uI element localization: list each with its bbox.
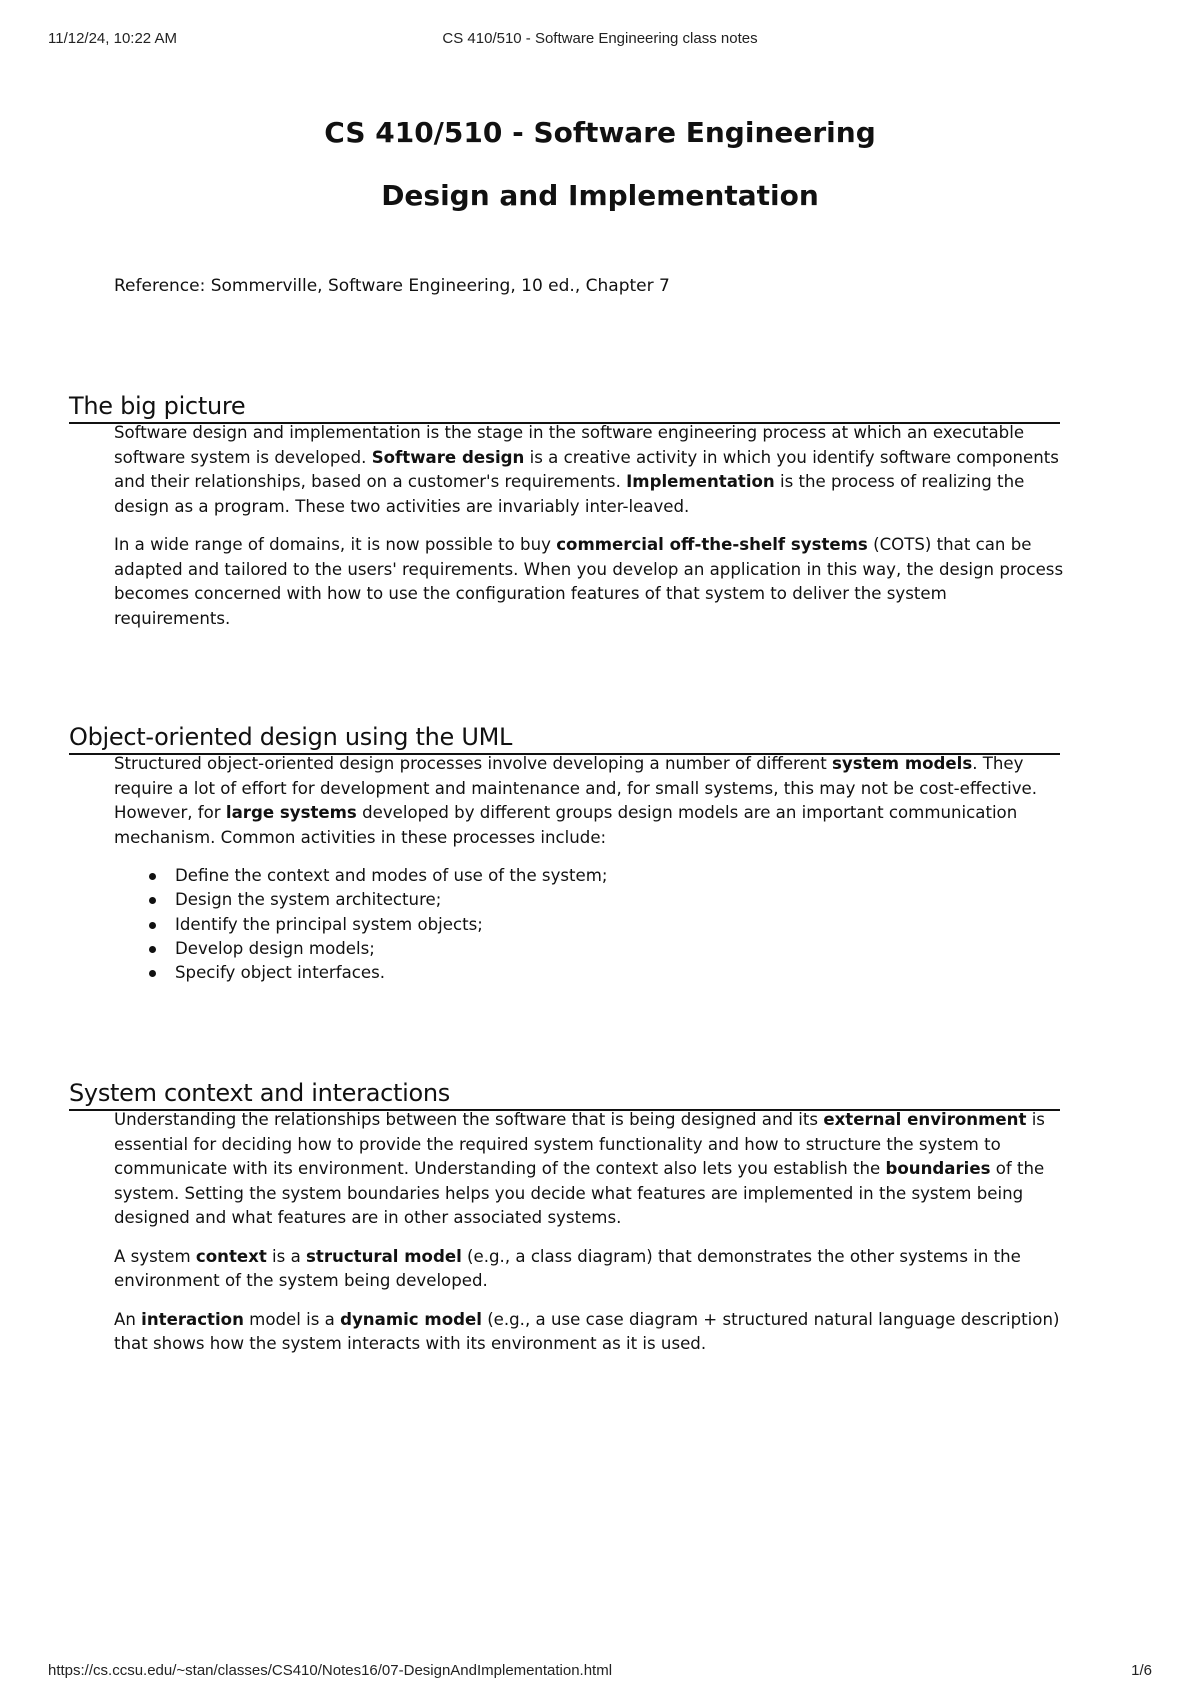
- text-run: . They require a lot of effort for development and maintenance and, for small systems, this may not be cost-effective. However, for: [114, 754, 1038, 822]
- print-url: https://cs.ccsu.edu/~stan/classes/CS410/Notes16/07-DesignAndImplementation.html: [48, 1662, 613, 1679]
- term-structural-model: structural model: [306, 1246, 462, 1266]
- text-run: is a: [266, 1246, 307, 1266]
- print-page-number: 1/6: [1131, 1662, 1152, 1679]
- bullet-icon: [149, 897, 156, 904]
- list-item-text: Design the system architecture;: [175, 890, 442, 910]
- text-run: developed by different groups design models are an important communication mechanism. Common activities in these processes include:: [114, 803, 1018, 847]
- list-item: [175, 864, 1064, 888]
- text-run: is essential for deciding how to provide the required system functionality and how to structure the system to communicate with its environment. Understanding of the context also lets you establish the: [114, 1110, 1045, 1178]
- bullet-icon: [149, 873, 156, 880]
- section-heading-big-picture: The big picture: [69, 392, 1060, 424]
- list-item-text: Identify the principal system objects;: [175, 914, 483, 934]
- bullet-icon: [149, 922, 156, 929]
- bullet-icon: [149, 970, 156, 977]
- paragraph: [114, 1108, 1064, 1231]
- term-interaction: interaction: [141, 1309, 244, 1329]
- text-run: model is a: [243, 1309, 341, 1329]
- print-header: [48, 30, 1152, 50]
- list-item-text: Define the context and modes of use of the system;: [175, 866, 608, 885]
- text-run: (e.g., a use case diagram + structured natural language description) that shows how the system interacts with its environment as it is used.: [114, 1309, 1060, 1353]
- paragraph: [114, 421, 1064, 519]
- text-run: (COTS) that can be adapted and tailored to the users' requirements. When you develop an application in this way, the design process becomes concerned with how to use the configuration features of that system to deliver the system requirements.: [114, 535, 1064, 628]
- term-large-systems: large systems: [225, 803, 357, 822]
- text-run: is a creative activity in which you identify software components and their relationships, based on a customer's requirements.: [114, 447, 1059, 491]
- term-cots: commercial off-the-shelf systems: [556, 535, 868, 554]
- page-title: CS 410/510 - Software Engineering: [324, 116, 876, 149]
- print-doc-title: CS 410/510 - Software Engineering class notes: [442, 30, 758, 47]
- term-system-models: system models: [832, 754, 973, 773]
- bullet-icon: [149, 946, 156, 953]
- text-run: (e.g., a class diagram) that demonstrates the other systems in the environment of the system being developed.: [114, 1246, 1021, 1290]
- section-heading-oo-design: Object-oriented design using the UML: [69, 723, 1060, 755]
- text-run: In a wide range of domains, it is now possible to buy: [114, 535, 557, 554]
- list-item-text: Develop design models;: [175, 938, 375, 958]
- section-heading-system-context: System context and interactions: [69, 1079, 1060, 1111]
- term-external-environment: external environment: [823, 1110, 1027, 1129]
- text-run: of the system. Setting the system boundaries helps you decide what features are implemented in the system being designed and what features are in other associated systems.: [114, 1159, 1045, 1227]
- print-footer: [48, 1662, 1152, 1682]
- text-run: is the process of realizing the design as a program. These two activities are invariably inter-leaved.: [114, 472, 1025, 516]
- term-dynamic-model: dynamic model: [340, 1309, 482, 1329]
- text-run: A system: [114, 1246, 196, 1266]
- term-implementation: Implementation: [626, 472, 775, 491]
- text-run: Structured object-oriented design processes involve developing a number of different: [114, 754, 832, 773]
- paragraph: [114, 1245, 1064, 1294]
- activities-list: [114, 864, 1064, 985]
- page-subtitle: Design and Implementation: [381, 179, 819, 212]
- print-datetime: 11/12/24, 10:22 AM: [48, 30, 177, 47]
- text-run: Understanding the relationships between the software that is being designed and its: [114, 1110, 824, 1129]
- paragraph: [114, 752, 1064, 850]
- list-item: [175, 913, 1064, 937]
- text-run: An: [114, 1309, 142, 1329]
- section-body-system-context: [114, 1108, 1064, 1371]
- term-context: context: [195, 1246, 267, 1266]
- text-run: Software design and implementation is the stage in the software engineering process at which an executable software system is developed.: [114, 423, 1025, 467]
- paragraph: [114, 1308, 1064, 1357]
- list-item-text: Specify object interfaces.: [175, 963, 385, 983]
- term-boundaries: boundaries: [885, 1159, 991, 1178]
- paragraph: [114, 533, 1064, 631]
- section-body-oo-design: [114, 752, 1064, 985]
- section-body-big-picture: [114, 421, 1064, 645]
- list-item: [175, 961, 1064, 985]
- term-software-design: Software design: [371, 447, 525, 467]
- list-item: [175, 937, 1064, 961]
- reference-line: Reference: Sommerville, Software Engineering, 10 ed., Chapter 7: [114, 276, 670, 296]
- list-item: [175, 888, 1064, 912]
